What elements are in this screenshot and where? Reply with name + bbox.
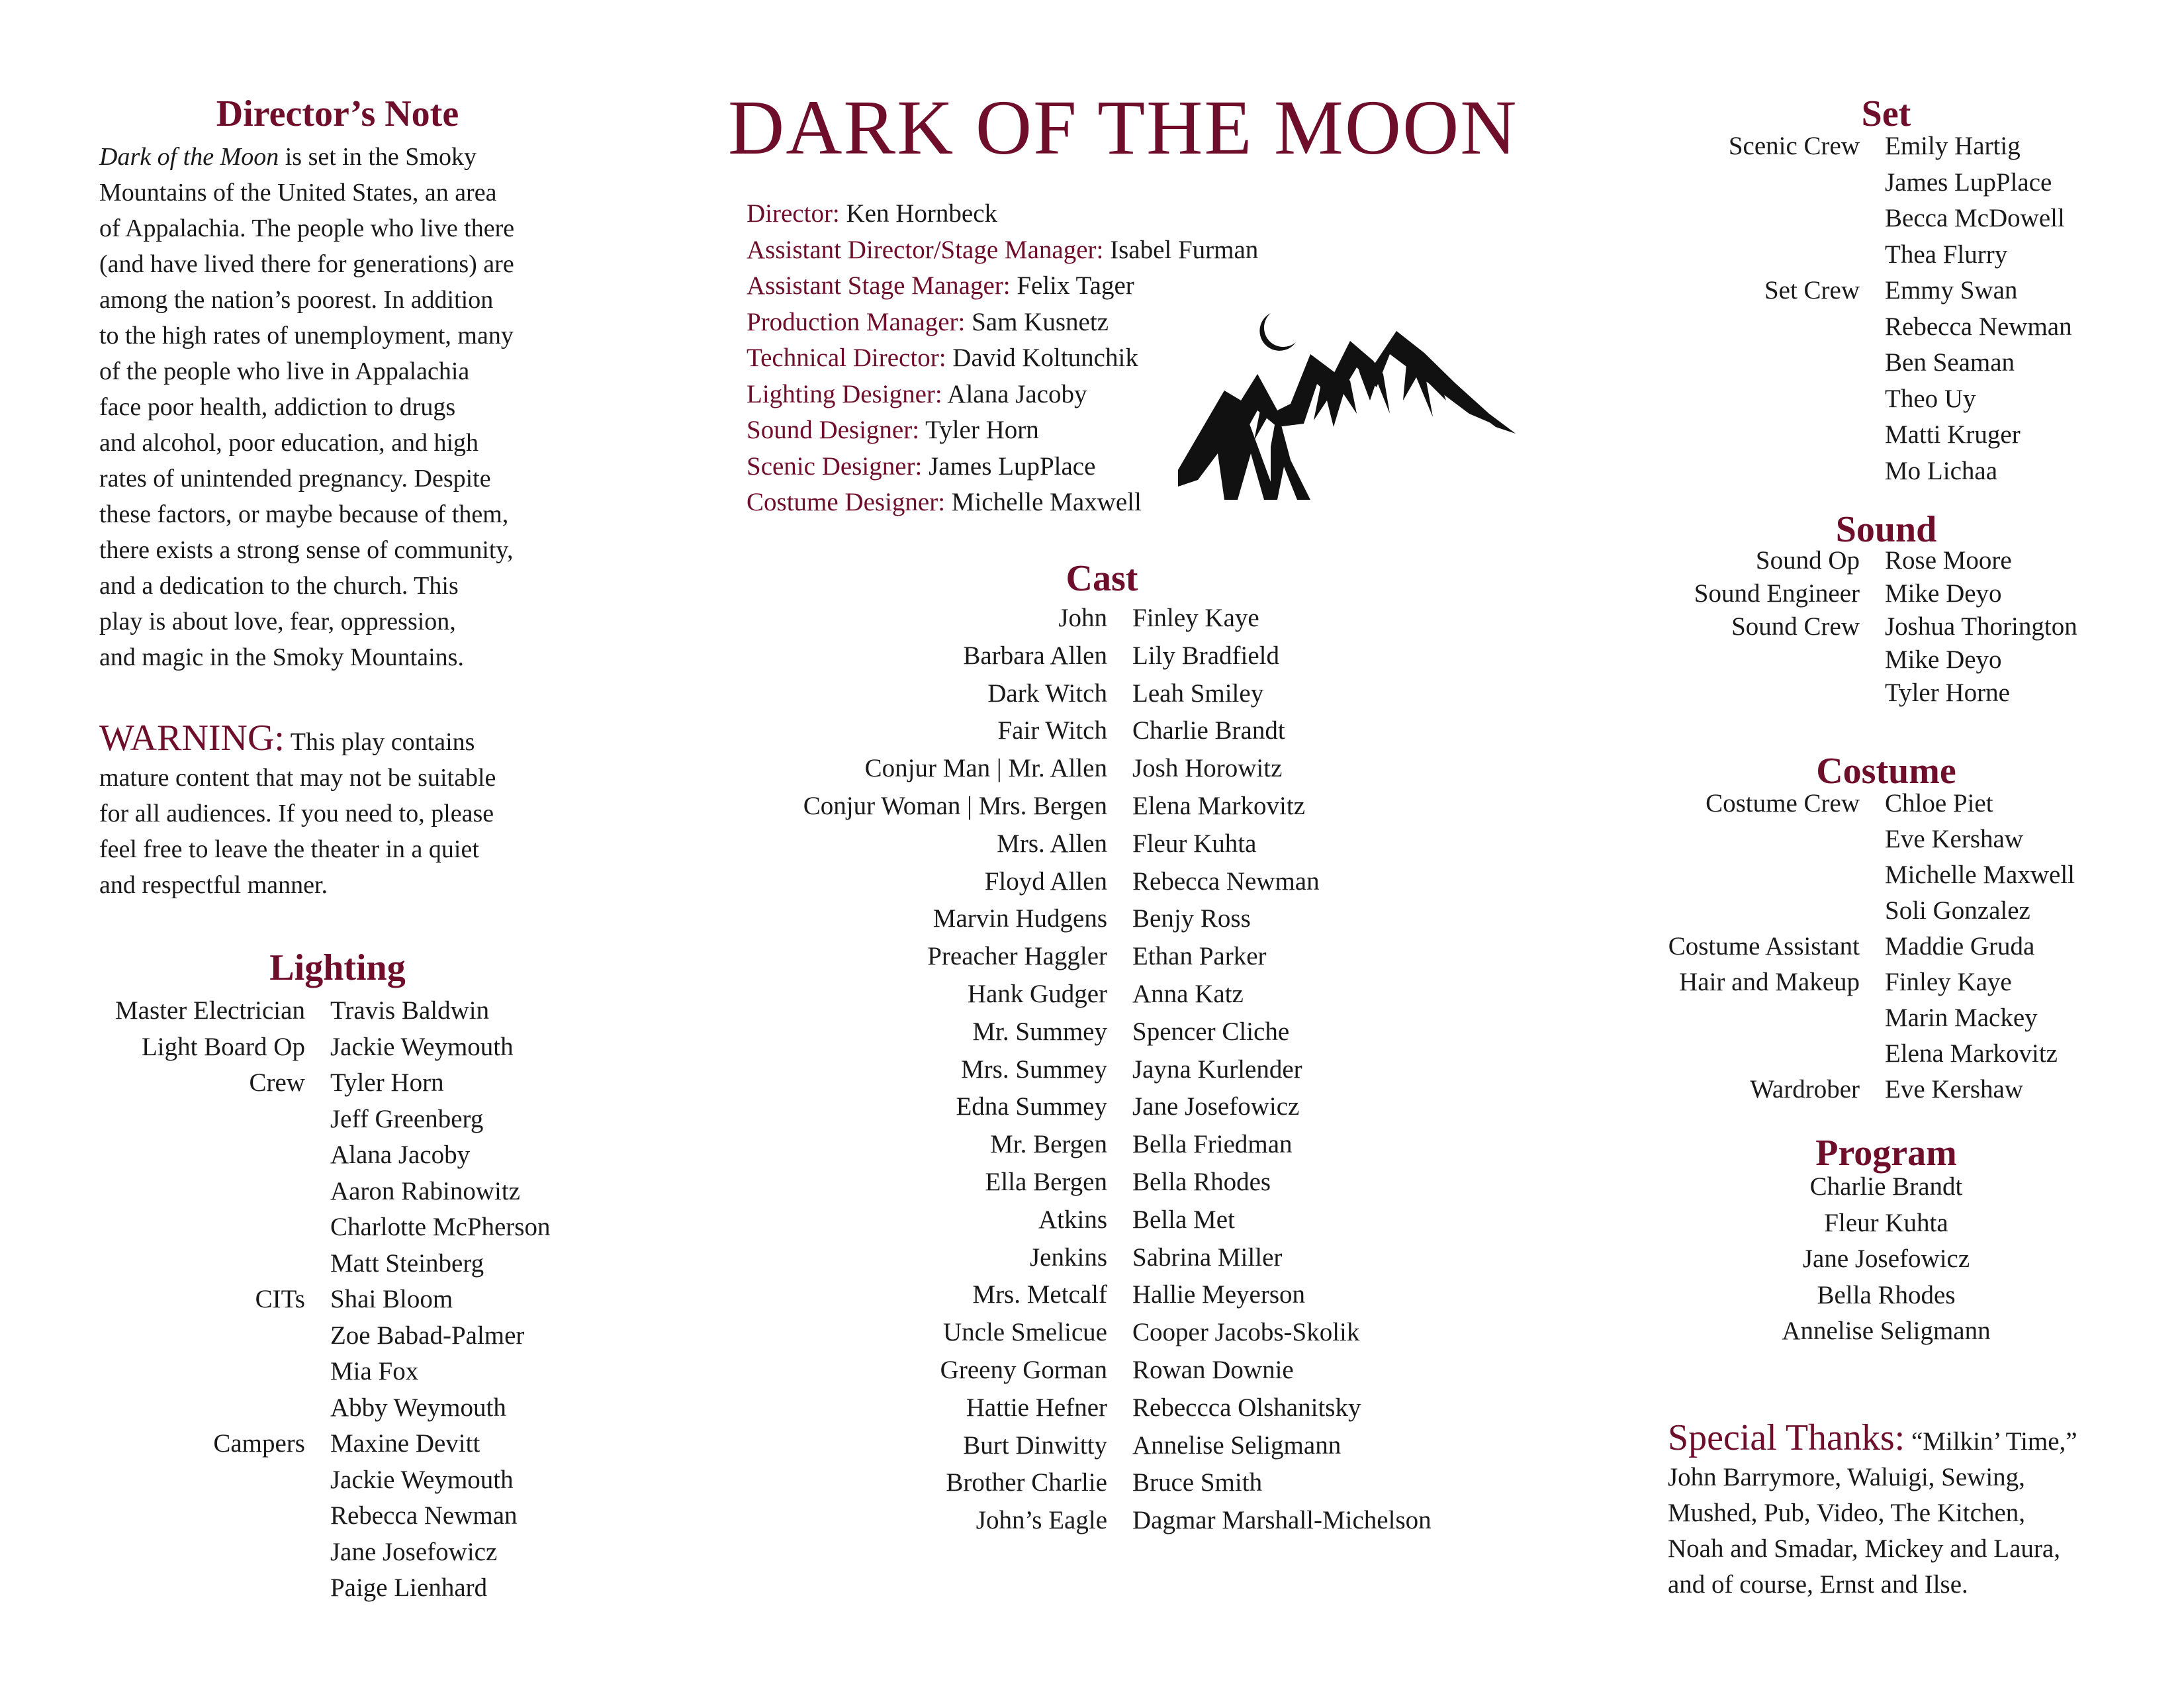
cast-role: Barbara Allen [963,641,1107,670]
credit-names [330,1029,551,1066]
costume-heading: Costume [1816,751,1956,792]
directors-note-heading: Director’s Note [216,93,459,134]
staff-role: Costume Designer: [747,488,946,516]
credit-name: Marin Mackey [1885,1004,2038,1032]
cast-role: Mrs. Allen [997,829,1107,858]
set-section [1641,93,2131,489]
credit-role: Crew [249,1068,305,1097]
cast-actor: Rowan Downie [1132,1355,1294,1384]
credit-name: Soli Gonzalez [1885,896,2030,925]
staff-row [747,196,1258,232]
staff-name: Michelle Maxwell [945,488,1142,516]
credit-name: Maddie Gruda [1885,932,2035,961]
cast-actor: Lily Bradfield [1132,641,1280,670]
credit-name: Ben Seaman [1885,348,2015,377]
cast-role: Brother Charlie [946,1468,1107,1497]
set-credits [1641,128,2131,489]
credit-name: Jackie Weymouth [330,1032,514,1061]
cast-role: Preacher Haggler [927,942,1107,971]
cast-actor: Jayna Kurlender [1132,1055,1302,1084]
cast-actor: Finley Kaye [1132,604,1259,632]
moon-mountains-icon [1178,301,1575,500]
credit-name: Chloe Piet [1885,789,1993,818]
credit-role: Light Board Op [141,1032,305,1061]
credit-name: Mike Deyo [1885,579,2002,608]
cast-actor: Sabrina Miller [1132,1243,1283,1272]
credit-role: Hair and Makeup [1679,968,1860,996]
credit-role: Wardrober [1750,1075,1860,1103]
warning-line: and respectful manner. [99,871,328,899]
credit-name: Eve Kershaw [1885,1075,2023,1103]
staff-role: Director: [747,199,840,228]
credit-name: Theo Uy [1885,384,1976,413]
cast-role: Uncle Smelicue [943,1318,1107,1347]
directors-note-line: and a dedication to the church. This [99,572,459,600]
credit-role: Scenic Crew [1728,132,1860,160]
directors-note-line: and magic in the Smoky Mountains. [99,643,464,671]
credit-names [330,1065,551,1282]
directors-note-line: is set in the Smoky [279,143,477,171]
credit-names [1885,964,2131,1072]
credit-role: Sound Engineer [1694,579,1860,608]
staff-name: Alana Jacoby [942,379,1087,408]
credit-name: Rebecca Newman [330,1501,518,1530]
staff-name: Sam Kusnetz [965,307,1109,336]
credit-name: Eve Kershaw [1885,825,2023,853]
warning-line: feel free to leave the theater in a quiet [99,835,479,863]
credit-name: Thea Flurry [1885,240,2008,269]
credit-names [1885,610,2131,710]
show-title: DARK OF THE MOON [728,84,1518,171]
cast-actor: Annelise Seligmann [1132,1430,1342,1460]
credit-name: Rebecca Newman [1885,312,2072,341]
special-thanks-line: and of course, Ernst and Ilse. [1668,1570,1968,1599]
credit-names [330,1282,551,1426]
cast-actor: Benjy Ross [1132,904,1251,933]
cast-actor: Bella Met [1132,1205,1235,1234]
cast-role: Edna Summey [956,1092,1107,1121]
cast-actor: Rebeccca Olshanitsky [1132,1393,1361,1422]
warning-label: WARNING: [99,718,285,759]
staff-name: Felix Tager [1010,271,1134,300]
credit-name: Charlotte McPherson [330,1213,551,1241]
program-name: Charlie Brandt [1809,1172,1963,1201]
credit-name: Maxine Devitt [330,1429,480,1458]
cast-role: Conjur Man | Mr. Allen [864,754,1107,783]
credit-name: Aaron Rabinowitz [330,1176,520,1205]
staff-role: Production Manager: [747,307,966,336]
staff-row [747,232,1258,269]
special-thanks [1668,1417,2105,1603]
credit-name: Elena Markovitz [1885,1039,2058,1068]
cast-role: Jenkins [1030,1243,1107,1272]
warning-line: mature content that may not be suitable [99,764,496,792]
cast-actor: Bella Rhodes [1132,1167,1271,1196]
program-name: Jane Josefowicz [1802,1244,1970,1273]
staff-role: Lighting Designer: [747,379,942,408]
credit-names [1885,929,2131,964]
credit-name: Travis Baldwin [330,996,490,1025]
directors-note-line: there exists a strong sense of community, [99,536,514,564]
staff-name: James LupPlace [922,451,1096,481]
warning-line: for all audiences. If you need to, please [99,800,494,827]
credit-name: Shai Bloom [330,1285,453,1313]
cast-role: Greeny Gorman [940,1355,1107,1384]
directors-note-line: face poor health, addiction to drugs [99,393,456,421]
credit-names [330,993,551,1029]
credit-name: Jeff Greenberg [330,1104,484,1133]
special-thanks-line: John Barrymore, Waluigi, Sewing, [1668,1463,2025,1491]
credit-name: Joshua Thorington [1885,612,2077,641]
cast-role: John [1058,604,1107,632]
directors-note-line: among the nation’s poorest. In addition [99,286,494,314]
credit-names [330,1426,551,1607]
cast-actor: Jane Josefowicz [1132,1092,1300,1121]
credit-name: Michelle Maxwell [1885,861,2075,889]
credit-role: CITs [255,1285,305,1313]
credit-role: Campers [213,1429,305,1458]
credit-name: Jackie Weymouth [330,1465,514,1494]
credit-names [1885,577,2131,610]
special-thanks-line: Mushed, Pub, Video, The Kitchen, [1668,1499,2026,1527]
program-heading: Program [1815,1133,1957,1174]
lighting-heading: Lighting [269,947,406,988]
program-name: Fleur Kuhta [1824,1208,1948,1237]
cast-role: Mrs. Metcalf [972,1280,1107,1309]
cast-role: Hank Gudger [967,979,1107,1008]
credit-name: Jane Josefowicz [330,1537,498,1566]
credit-role: Set Crew [1764,276,1860,305]
directors-note-line: (and have lived there for generations) are [99,250,514,278]
cast-actor: Anna Katz [1132,979,1244,1008]
credit-role: Costume Assistant [1668,932,1860,961]
directors-note-line: to the high rates of unemployment, many [99,322,514,350]
credit-name: Tyler Horne [1885,679,2010,707]
credit-name: Alana Jacoby [330,1141,471,1169]
credit-name: Zoe Babad-Palmer [330,1321,525,1350]
cast-actor: Leah Smiley [1132,679,1264,708]
directors-note-line: and alcohol, poor education, and high [99,429,479,457]
cast-actor: Bella Friedman [1132,1130,1293,1159]
cast-actor: Cooper Jacobs-Skolik [1132,1318,1360,1347]
credit-name: Emmy Swan [1885,276,2018,305]
cast-role: Fair Witch [997,716,1107,745]
directors-note-body [99,139,576,675]
cast-role: Marvin Hudgens [933,904,1107,933]
credit-name: Finley Kaye [1885,968,2012,996]
cast-role: Dark Witch [987,679,1107,708]
sound-credits [1641,544,2131,710]
cast-role: Conjur Woman | Mrs. Bergen [803,791,1107,820]
credit-name: Abby Weymouth [330,1393,506,1422]
credit-names [1885,273,2131,489]
directors-note-line: of Appalachia. The people who live there [99,214,515,242]
staff-name: David Koltunchik [946,344,1138,372]
credit-role: Costume Crew [1706,789,1860,818]
warning-line: This play contains [284,728,475,756]
credit-name: Becca McDowell [1885,204,2065,232]
warning-block [99,720,576,903]
cast-actor: Hallie Meyerson [1132,1280,1306,1309]
costume-section [1641,750,2131,1107]
credit-name: Paige Lienhard [330,1573,488,1602]
credit-name: Matt Steinberg [330,1248,484,1278]
cast-actor: Josh Horowitz [1132,754,1283,783]
directors-note-line: rates of unintended pregnancy. Despite [99,465,491,492]
credit-names [1885,786,2131,929]
cast-role: John’s Eagle [976,1506,1107,1535]
staff-name: Isabel Furman [1103,235,1259,264]
credit-name: Rose Moore [1885,546,2012,575]
cast-role: Burt Dinwitty [963,1430,1107,1460]
cast-role: Mr. Bergen [990,1130,1107,1159]
cast-actor: Charlie Brandt [1132,716,1285,745]
cast-role: Mrs. Summey [960,1055,1107,1084]
cast-actor: Ethan Parker [1132,942,1267,971]
lighting-credits [115,993,550,1607]
program-section [1641,1132,2131,1350]
staff-name: Tyler Horn [919,416,1039,444]
credit-name: Tyler Horn [330,1068,444,1097]
staff-role: Scenic Designer: [747,451,923,481]
staff-row [747,268,1258,305]
cast-heading: Cast [1066,558,1138,599]
directors-note-play-title: Dark of the Moon [99,143,279,171]
sound-heading: Sound [1835,509,1937,550]
credit-name: Mike Deyo [1885,645,2002,674]
credit-names [1885,1072,2131,1107]
credit-name: Matti Kruger [1885,420,2021,449]
credit-role: Sound Crew [1731,612,1860,641]
cast-actor: Spencer Cliche [1132,1017,1290,1046]
credit-name: James LupPlace [1885,167,2052,197]
credit-names [1885,544,2131,577]
special-thanks-line: “Milkin’ Time,” [1905,1427,2077,1456]
directors-note-line: these factors, or maybe because of them, [99,500,509,528]
staff-role: Technical Director: [747,344,946,372]
cast-actor: Bruce Smith [1132,1468,1263,1497]
cast-actor: Dagmar Marshall-Michelson [1132,1506,1432,1535]
staff-role: Assistant Director/Stage Manager: [747,235,1104,264]
program-name: Annelise Seligmann [1782,1317,1991,1345]
staff-name: Ken Hornbeck [839,199,998,228]
special-thanks-label: Special Thanks: [1668,1417,1905,1458]
staff-role: Assistant Stage Manager: [747,271,1011,300]
directors-note-line: play is about love, fear, oppression, [99,608,456,635]
credit-name: Emily Hartig [1885,132,2021,160]
staff-role: Sound Designer: [747,416,920,444]
costume-credits [1641,786,2131,1107]
cast-role: Floyd Allen [984,867,1107,896]
directors-note-line: of the people who live in Appalachia [99,357,470,385]
special-thanks-line: Noah and Smadar, Mickey and Laura, [1668,1534,2060,1563]
cast-actor: Elena Markovitz [1132,791,1305,820]
credit-name: Mo Lichaa [1885,456,1998,485]
cast-credits [754,600,1522,1540]
credit-name: Mia Fox [330,1357,419,1385]
cast-actor: Rebecca Newman [1132,867,1320,896]
program-names [1641,1169,2131,1350]
cast-role: Atkins [1038,1205,1107,1234]
credit-names [1885,128,2131,273]
cast-role: Hattie Hefner [966,1393,1107,1422]
program-name: Bella Rhodes [1817,1280,1956,1309]
credit-role: Sound Op [1755,546,1860,575]
cast-section [728,557,1522,1540]
cast-role: Mr. Summey [972,1017,1107,1046]
credit-role: Master Electrician [115,996,305,1025]
cast-role: Ella Bergen [985,1167,1107,1196]
directors-note-line: Mountains of the United States, an area [99,179,497,207]
cast-actor: Fleur Kuhta [1132,829,1257,858]
sound-section [1641,508,2131,710]
set-heading: Set [1861,93,1911,134]
